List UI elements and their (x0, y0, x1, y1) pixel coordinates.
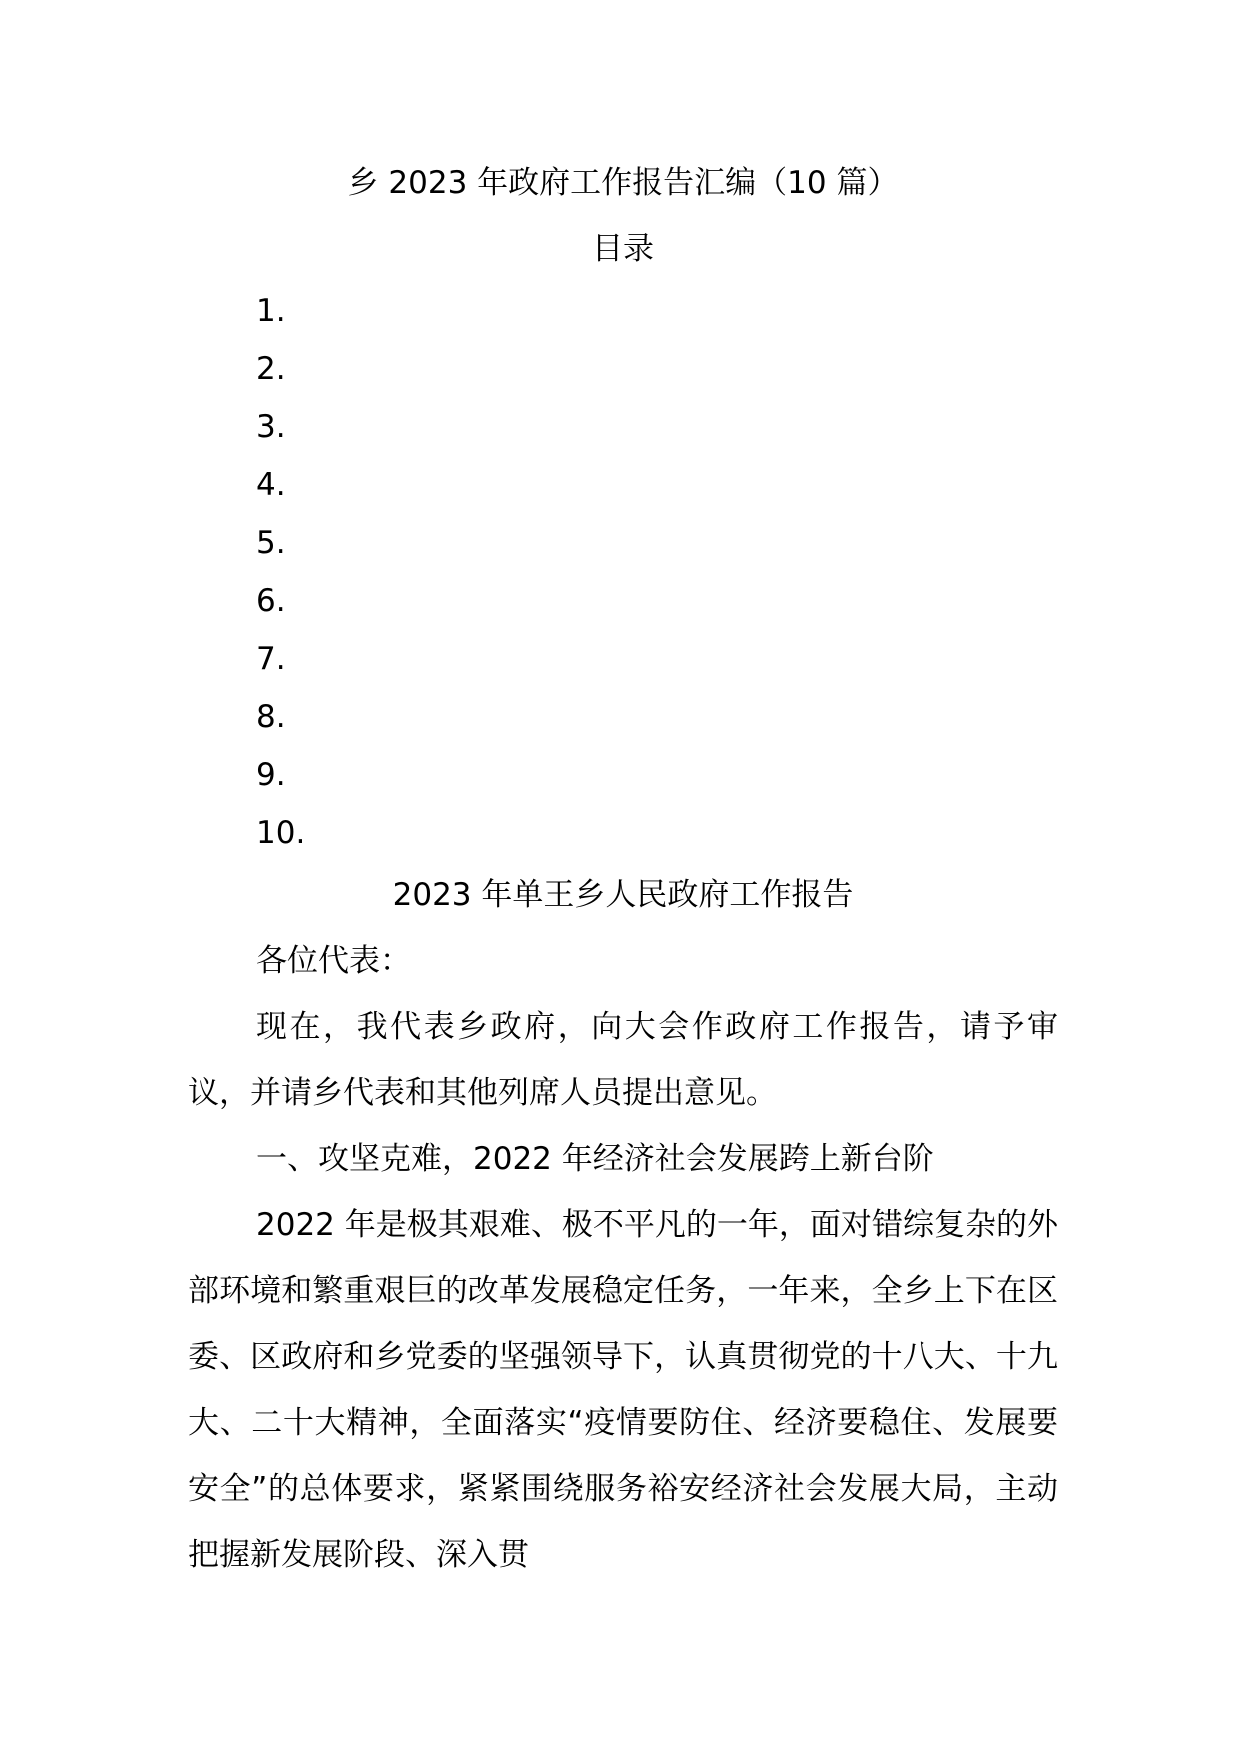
toc-item[interactable]: 4. (256, 467, 286, 503)
toc-item[interactable]: 9. (256, 757, 286, 793)
report-title: 2023 年单王乡人民政府工作报告 (392, 877, 854, 913)
toc-item[interactable]: 5. (256, 525, 286, 561)
toc-item[interactable]: 2. (256, 351, 286, 387)
paragraph-intro: 现在，我代表乡政府，向大会作政府工作报告，请予审议，并请乡代表和其他列席人员提出意见。 (188, 1009, 1058, 1111)
toc-item[interactable]: 6. (256, 583, 286, 619)
toc-item[interactable]: 8. (256, 699, 286, 735)
document-body (188, 150, 1058, 1588)
paragraph-body: 2022 年是极其艰难、极不平凡的一年，面对错综复杂的外部环境和繁重艰巨的改革发展稳定任务，一年来，全乡上下在区委、区政府和乡党委的坚强领导下，认真贯彻党的十八大、十九大、二十大精神，全面落实“疫情要防住、经济要稳住、发展要安全”的总体要求，紧紧围绕服务裕安经济社会发展大局，主动把握新发展阶段、深入贯 (188, 1207, 1058, 1573)
toc-item[interactable]: 3. (256, 409, 286, 445)
main-title: 乡 2023 年政府工作报告汇编（10 篇） (347, 165, 899, 201)
toc-item[interactable]: 7. (256, 641, 286, 677)
toc-title: 目录 (592, 231, 654, 267)
toc-item[interactable]: 10. (256, 815, 306, 851)
table-of-contents (188, 282, 1058, 862)
section-heading: 一、攻坚克难，2022 年经济社会发展跨上新台阶 (256, 1141, 934, 1177)
greeting: 各位代表： (256, 943, 411, 979)
toc-item[interactable]: 1. (256, 293, 286, 329)
